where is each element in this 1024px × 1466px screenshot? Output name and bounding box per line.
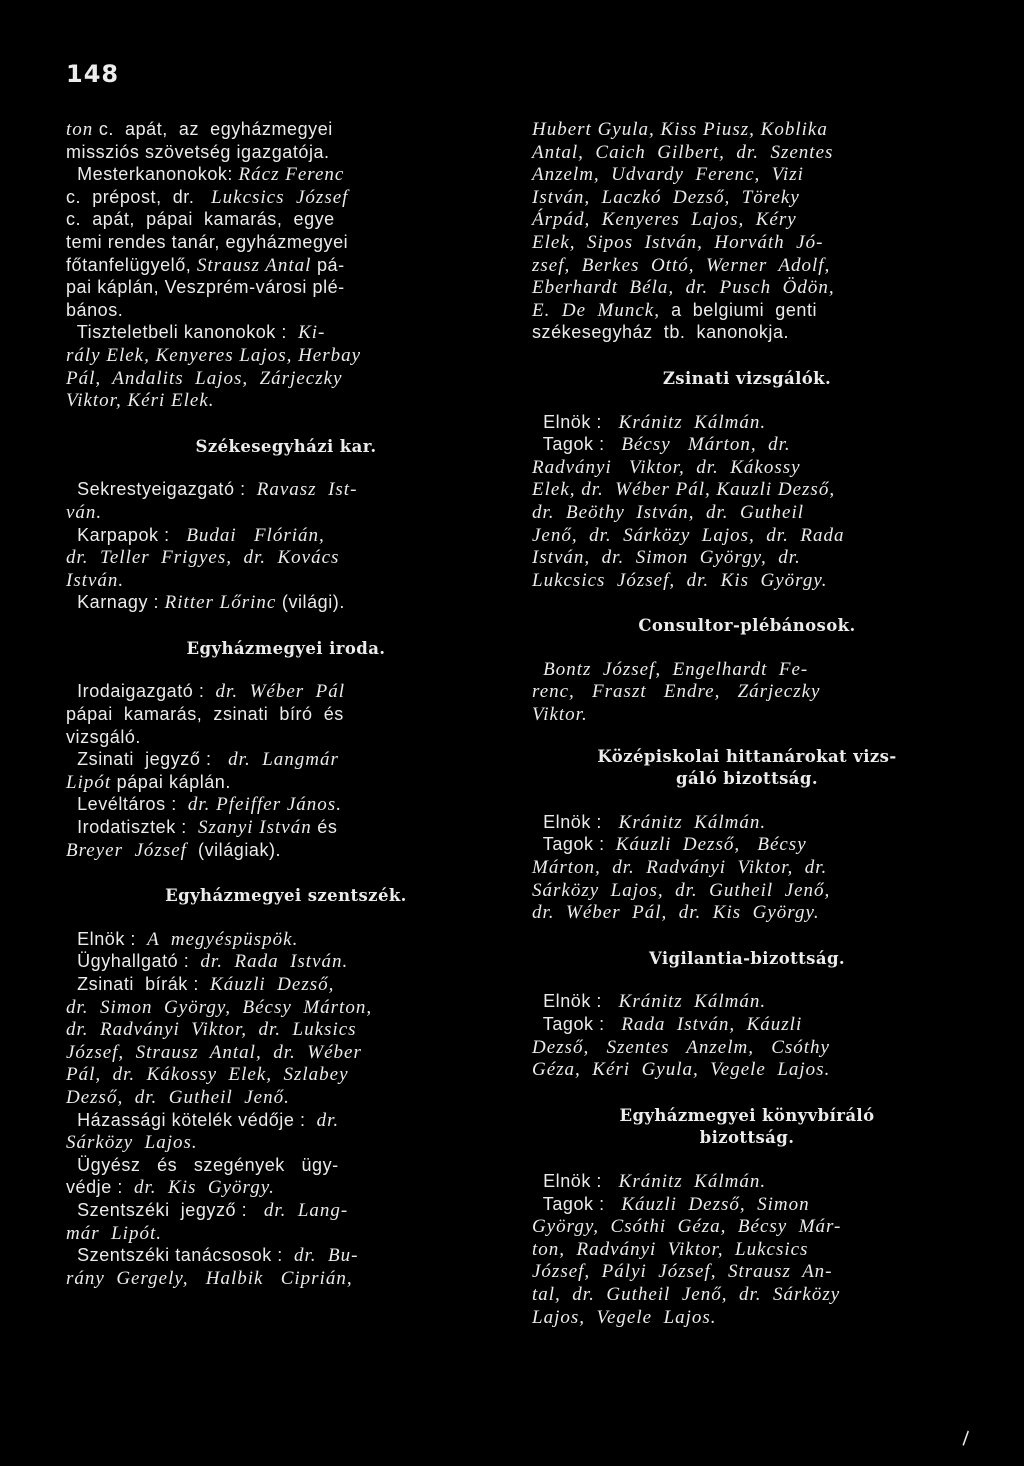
- text-line: Tagok : Bécsy Márton, dr.: [532, 434, 791, 456]
- text-line: ton, Radványi Viktor, Lukcsics: [532, 1238, 809, 1260]
- right-column: [532, 118, 962, 1328]
- text-line: Levéltáros : dr. Pfeiffer János.: [66, 794, 342, 816]
- text-line: Elnök : Kránitz Kálmán.: [532, 991, 767, 1013]
- text-line: c. apát, pápai kamarás, egye: [66, 209, 335, 230]
- page-number: 148: [66, 60, 120, 88]
- text-line: Pál, Andalits Lajos, Zárjeczky: [66, 367, 343, 389]
- text-line: dr. Simon György, Bécsy Márton,: [66, 996, 373, 1018]
- heading-egyhazmegyei-szentszek: Egyházmegyei szentszék.: [165, 886, 407, 906]
- text-line: székesegyház tb. kanonokja.: [532, 322, 790, 343]
- text-line: Sárközy Lajos, dr. Gutheil Jenő,: [532, 879, 831, 901]
- consultor-plebanosok-entries: [532, 658, 962, 726]
- text-line: Eberhardt Béla, dr. Pusch Ödön,: [532, 277, 835, 299]
- text-line: már Lipót.: [66, 1222, 162, 1244]
- corner-mark: \: [956, 1428, 974, 1450]
- heading-kozepiskolai-bizottsag: [532, 746, 962, 791]
- text-line: temi rendes tanár, egyházmegyei: [66, 231, 349, 252]
- text-line: Viktor, Kéri Elek.: [66, 390, 215, 412]
- text-line: dr. Beöthy István, dr. Gutheil: [532, 501, 805, 523]
- text-line: György, Csóthi Géza, Bécsy Már-: [532, 1216, 842, 1238]
- egyhazmegyei-iroda-entries: [66, 680, 506, 861]
- text-line: dr. Wéber Pál, dr. Kis György.: [532, 902, 820, 924]
- left-intro-paragraphs: [66, 118, 506, 412]
- text-line: Irodatisztek : Szanyi István és: [66, 817, 338, 839]
- text-line: Tagok : Káuzli Dezső, Bécsy: [532, 834, 807, 856]
- text-line: Szentszéki tanácsosok : dr. Bu-: [66, 1245, 359, 1267]
- text-line: Viktor.: [532, 704, 588, 726]
- konyvbiralo-bizottsag-entries: [532, 1170, 962, 1328]
- text-line: Tagok : Rada István, Káuzli: [532, 1014, 803, 1035]
- text-line: Elnök : Kránitz Kálmán.: [532, 1170, 767, 1192]
- right-intro-paragraph: [532, 118, 962, 344]
- text-line: Jenő, dr. Sárközy Lajos, dr. Rada: [532, 524, 845, 546]
- text-line: Mesterkanonokok: Rácz Ferenc: [66, 164, 345, 186]
- text-line: Dezső, Szentes Anzelm, Csóthy: [532, 1036, 830, 1058]
- text-line: István, dr. Simon György, dr.: [532, 547, 801, 569]
- text-line: Karpapok : Budai Flórián,: [66, 524, 325, 546]
- text-line: pápai kamarás, zsinati bíró és: [66, 704, 344, 725]
- text-line: pai káplán, Veszprém-városi plé-: [66, 277, 345, 298]
- heading-szekesegyhazi-kar: Székesegyházi kar.: [195, 436, 377, 456]
- text-line: Ügyhallgató : dr. Rada István.: [66, 951, 349, 973]
- heading-zsinati-vizsgalok: Zsinati vizsgálók.: [662, 368, 832, 388]
- text-line: Elek, Sipos István, Horváth Jó-: [532, 231, 824, 253]
- text-line: védje : dr. Kis György.: [66, 1177, 275, 1199]
- text-line: Dezső, dr. Gutheil Jenő.: [66, 1086, 290, 1108]
- text-line: rány Gergely, Halbik Ciprián,: [66, 1267, 353, 1289]
- text-line: főtanfelügyelő, Strausz Antal pá-: [66, 254, 345, 276]
- left-column: [66, 118, 506, 1289]
- text-line: ton c. apát, az egyházmegyei: [66, 119, 333, 140]
- text-line: Árpád, Kenyeres Lajos, Kéry: [532, 209, 797, 231]
- text-line: Lajos, Vegele Lajos.: [532, 1306, 717, 1328]
- heading-consultor-plebanosok: Consultor-plébánosok.: [638, 616, 856, 636]
- text-line: Hubert Gyula, Kiss Piusz, Koblika: [532, 119, 828, 140]
- heading-line: Egyházmegyei könyvbíráló: [619, 1105, 875, 1125]
- text-line: Bontz József, Engelhardt Fe-: [543, 658, 809, 680]
- text-line: Elnök : Kránitz Kálmán.: [532, 411, 767, 433]
- text-line: Tagok : Káuzli Dezső, Simon: [532, 1193, 810, 1215]
- text-line: ván.: [66, 501, 103, 523]
- text-line: Pál, dr. Kákossy Elek, Szlabey: [66, 1064, 349, 1086]
- text-line: Ügyész és szegények ügy-: [66, 1154, 339, 1175]
- heading-egyhazmegyei-iroda: Egyházmegyei iroda.: [186, 638, 386, 658]
- text-line: István.: [66, 569, 125, 591]
- text-line: István, Laczkó Dezső, Töreky: [532, 186, 800, 208]
- zsinati-vizsgalok-entries: [532, 411, 962, 592]
- kozepiskolai-bizottsag-entries: [532, 811, 962, 924]
- text-line: zsef, Berkes Ottó, Werner Adolf,: [532, 254, 831, 276]
- text-line: Tiszteletbeli kanonokok : Ki-: [66, 322, 326, 344]
- text-line: Radványi Viktor, dr. Kákossy: [532, 456, 801, 478]
- szekesegyhazi-kar-entries: [66, 478, 506, 614]
- text-line: Zsinati jegyző : dr. Langmár: [66, 749, 339, 771]
- text-line: Elnök : Kránitz Kálmán.: [532, 811, 767, 833]
- text-line: missziós szövetség igazgatója.: [66, 141, 330, 162]
- text-line: c. prépost, dr. Lukcsics József: [66, 186, 349, 208]
- text-line: Sekrestyeigazgató : Ravasz Ist-: [66, 479, 358, 501]
- text-line: Lukcsics József, dr. Kis György.: [532, 569, 828, 591]
- text-line: tal, dr. Gutheil Jenő, dr. Sárközy: [532, 1283, 841, 1305]
- text-line: vizsgáló.: [66, 726, 141, 747]
- text-line: Elek, dr. Wéber Pál, Kauzli Dezső,: [532, 479, 836, 501]
- text-line: Sárközy Lajos.: [66, 1132, 198, 1154]
- text-line: Antal, Caich Gilbert, dr. Szentes: [532, 141, 834, 163]
- text-line: Anzelm, Udvardy Ferenc, Vizi: [532, 164, 804, 186]
- text-line: Géza, Kéri Gyula, Vegele Lajos.: [532, 1059, 831, 1081]
- text-line: bános.: [66, 299, 124, 320]
- vigilantia-bizottsag-entries: [532, 990, 962, 1080]
- text-line: József, Pályi József, Strausz An-: [532, 1261, 833, 1283]
- text-line: Házassági kötelék védője : dr.: [66, 1109, 340, 1131]
- text-line: Márton, dr. Radványi Viktor, dr.: [532, 857, 828, 879]
- text-line: dr. Radványi Viktor, dr. Luksics: [66, 1019, 357, 1041]
- text-line: Breyer József (világiak).: [66, 839, 282, 861]
- text-line: Lipót pápai káplán.: [66, 771, 231, 793]
- text-line: Karnagy : Ritter Lőrinc (világi).: [66, 592, 345, 614]
- text-line: Irodaigazgató : dr. Wéber Pál: [66, 681, 346, 703]
- egyhazmegyei-szentszek-entries: [66, 928, 506, 1290]
- text-line: rály Elek, Kenyeres Lajos, Herbay: [66, 344, 362, 366]
- heading-line: Középiskolai hittanárokat vizs-: [597, 746, 897, 766]
- text-line: E. De Munck, a belgiumi genti: [532, 299, 818, 321]
- text-line: Szentszéki jegyző : dr. Lang-: [66, 1199, 349, 1221]
- heading-vigilantia-bizottsag: Vigilantia-bizottság.: [648, 948, 846, 968]
- heading-line: bizottság.: [699, 1128, 795, 1148]
- text-line: renc, Fraszt Endre, Zárjeczky: [532, 681, 821, 703]
- heading-line: gáló bizottság.: [676, 769, 818, 789]
- text-line: Zsinati bírák : Káuzli Dezső,: [66, 974, 335, 995]
- heading-konyvbiralo-bizottsag: [532, 1105, 962, 1150]
- text-line: dr. Teller Frigyes, dr. Kovács: [66, 547, 340, 569]
- text-line: József, Strausz Antal, dr. Wéber: [66, 1041, 362, 1063]
- text-line: Elnök : A megyéspüspök.: [66, 928, 299, 950]
